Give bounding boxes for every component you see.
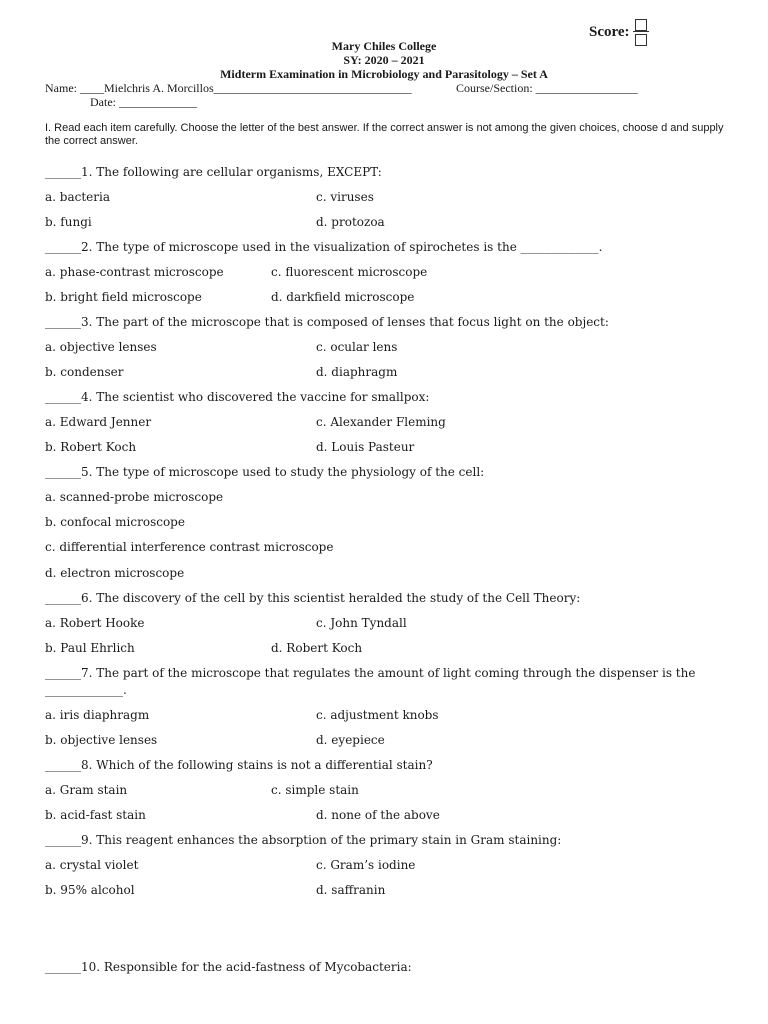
question-6: ______6. The discovery of the cell by this scientist heralded the study of the Cell Theory: — [45, 591, 581, 605]
q3-choice-b: b. condenser — [45, 365, 124, 379]
exam-title: Midterm Examination in Microbiology and Parasitology – Set A — [220, 67, 548, 81]
q7-choice-b: b. objective lenses — [45, 733, 158, 747]
question-7: ______7. The part of the microscope that regulates the amount of light coming through the dispenser is the — [45, 666, 696, 680]
school-name: Mary Chiles College — [331, 39, 437, 53]
q7-choice-c: c. adjustment knobs — [316, 708, 439, 722]
q8-choice-c: c. simple stain — [271, 783, 359, 797]
q4-choice-b: b. Robert Koch — [45, 440, 137, 454]
question-5: ______5. The type of microscope used to study the physiology of the cell: — [45, 465, 485, 479]
q7-choice-d: d. eyepiece — [316, 733, 385, 747]
q6-choice-a: a. Robert Hooke — [45, 616, 145, 630]
instructions: I. Read each item carefully. Choose the letter of the best answer. If the correct answer is not among the given choices, choose d and supply the correct answer. — [45, 122, 724, 147]
q9-choice-a: a. crystal violet — [45, 858, 139, 872]
q2-choice-c: c. fluorescent microscope — [271, 265, 428, 279]
q1-choice-b: b. fungi — [45, 215, 92, 229]
q1-choice-d: d. protozoa — [316, 215, 385, 229]
date-field: Date: _____________ — [90, 95, 197, 109]
q7-choice-a: a. iris diaphragm — [45, 708, 150, 722]
score-fraction-line — [633, 31, 649, 32]
q9-choice-d: d. saffranin — [316, 883, 386, 897]
q6-choice-d: d. Robert Koch — [271, 641, 363, 655]
q8-choice-a: a. Gram stain — [45, 783, 128, 797]
question-4: ______4. The scientist who discovered the vaccine for smallpox: — [45, 390, 430, 404]
q3-choice-d: d. diaphragm — [316, 365, 398, 379]
q8-choice-d: d. none of the above — [316, 808, 440, 822]
q5-choice-a: a. scanned-probe microscope — [45, 490, 224, 504]
q6-choice-b: b. Paul Ehrlich — [45, 641, 135, 655]
q3-choice-a: a. objective lenses — [45, 340, 157, 354]
question-3: ______3. The part of the microscope that is composed of lenses that focus light on the object: — [45, 315, 609, 329]
q4-choice-d: d. Louis Pasteur — [316, 440, 415, 454]
question-10: ______10. Responsible for the acid-fastness of Mycobacteria: — [45, 960, 412, 974]
q5-choice-b: b. confocal microscope — [45, 515, 185, 529]
question-9: ______9. This reagent enhances the absorption of the primary stain in Gram staining: — [45, 833, 562, 847]
score-numerator-box — [635, 19, 647, 31]
q6-choice-c: c. John Tyndall — [316, 616, 407, 630]
q9-choice-c: c. Gram’s iodine — [316, 858, 416, 872]
q9-choice-b: b. 95% alcohol — [45, 883, 135, 897]
q4-choice-a: a. Edward Jenner — [45, 415, 152, 429]
q2-choice-b: b. bright field microscope — [45, 290, 202, 304]
question-2: ______2. The type of microscope used in the visualization of spirochetes is the _____________. — [45, 240, 603, 254]
score-label: Score: — [589, 24, 630, 40]
question-8: ______8. Which of the following stains is not a differential stain? — [45, 758, 433, 772]
q2-choice-a: a. phase-contrast microscope — [45, 265, 224, 279]
course-section-field: Course/Section: _________________ — [456, 81, 638, 95]
school-year: SY: 2020 – 2021 — [343, 53, 425, 67]
q1-choice-c: c. viruses — [316, 190, 374, 204]
q8-choice-b: b. acid-fast stain — [45, 808, 146, 822]
q3-choice-c: c. ocular lens — [316, 340, 398, 354]
q2-choice-d: d. darkfield microscope — [271, 290, 415, 304]
q5-choice-d: d. electron microscope — [45, 566, 185, 580]
student-name-field: Name: ____Mielchris A. Morcillos_________________________________ — [45, 81, 412, 95]
question-1: ______1. The following are cellular organisms, EXCEPT: — [45, 165, 382, 179]
q1-choice-a: a. bacteria — [45, 190, 110, 204]
question-7-blank: _____________. — [45, 683, 127, 697]
q5-choice-c: c. differential interference contrast microscope — [45, 540, 334, 554]
q4-choice-c: c. Alexander Fleming — [316, 415, 446, 429]
